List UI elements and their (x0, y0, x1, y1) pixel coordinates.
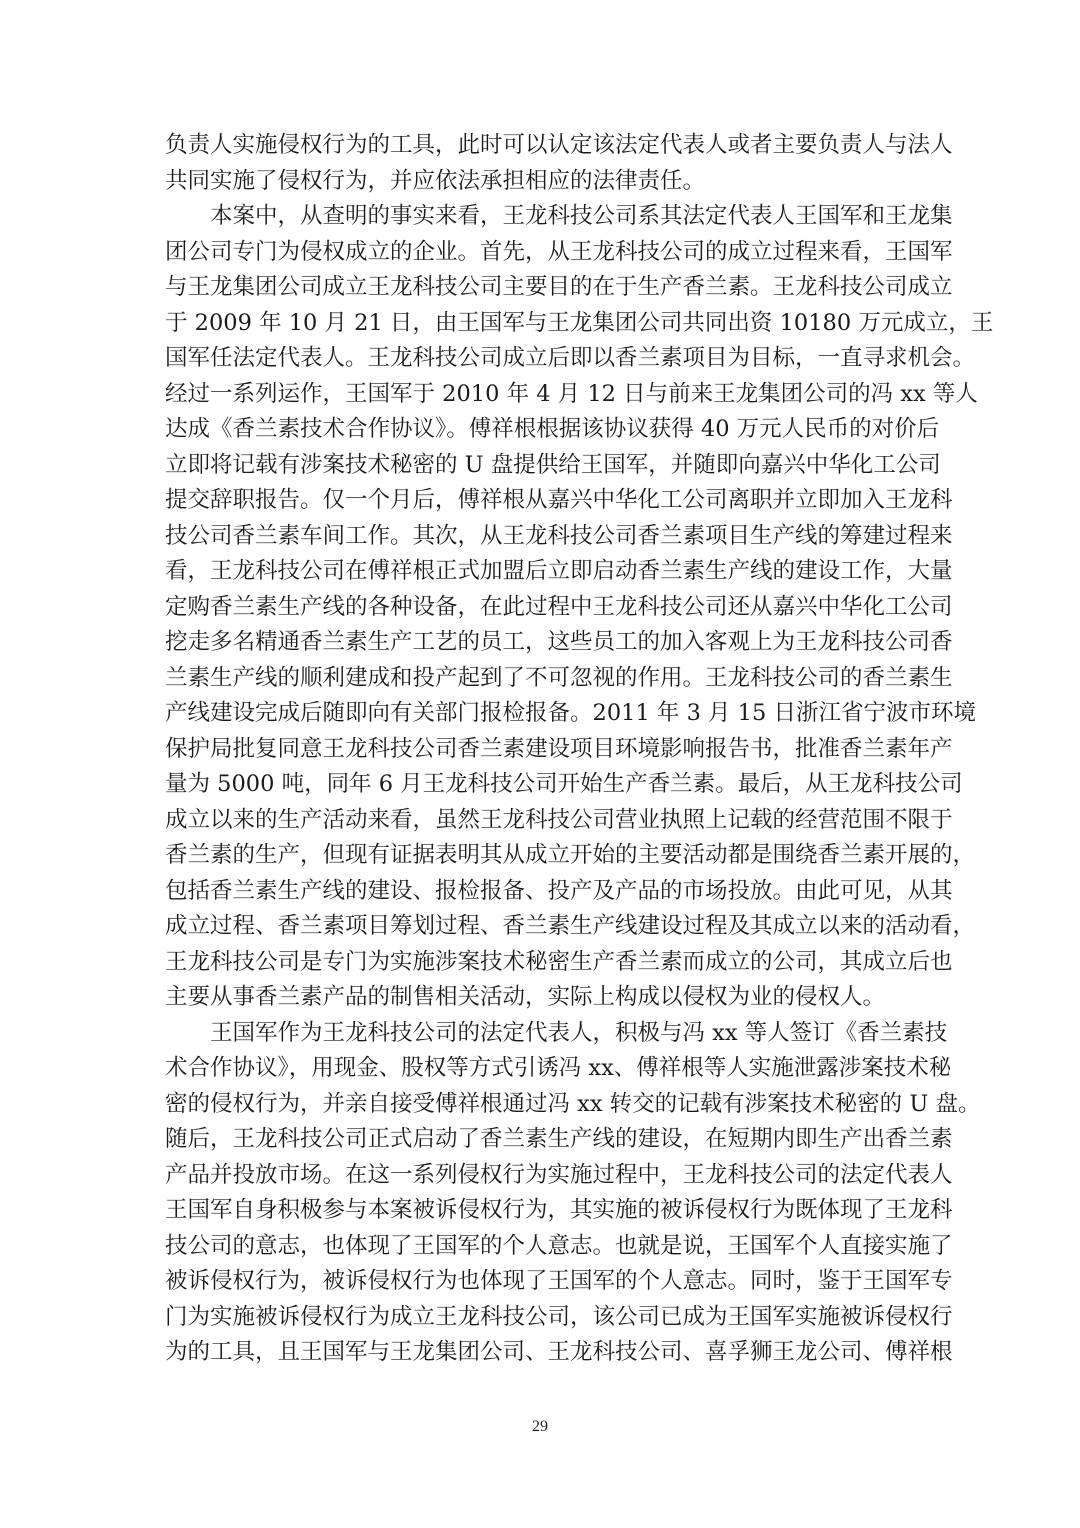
text-line: 王国军作为王龙科技公司的法定代表人，积极与冯 xx 等人签订《香兰素技 (210, 1019, 948, 1046)
text-line: 于 2009 年 10 月 21 日，由王国军与王龙集团公司共同出资 10180 万元成立，王 (165, 309, 994, 336)
text-line: 产线建设完成后随即向有关部门报检报备。2011 年 3 月 15 日浙江省宁波市环境 (165, 700, 976, 726)
text-line: 与王龙集团公司成立王龙科技公司主要目的在于生产香兰素。王龙科技公司成立 (165, 274, 953, 300)
text-line: 本案中，从查明的事实来看，王龙科技公司系其法定代表人王国军和王龙集 (210, 203, 953, 229)
text-line: 密的侵权行为，并亲自接受傅祥根通过冯 xx 转交的记载有涉案技术秘密的 U 盘。 (165, 1090, 981, 1117)
text-line: 保护局批复同意王龙科技公司香兰素建设项目环境影响报告书，批准香兰素年产 (165, 735, 953, 762)
text-line: 量为 5000 吨，同年 6 月王龙科技公司开始生产香兰素。最后，从王龙科技公司 (165, 771, 963, 797)
text-line: 为的工具，且王国军与王龙集团公司、王龙科技公司、喜孚狮王龙公司、傅祥根 (165, 1339, 953, 1365)
text-line: 随后，王龙科技公司正式启动了香兰素生产线的建设，在短期内即生产出香兰素 (165, 1126, 953, 1152)
text-line: 技公司的意志，也体现了王国军的个人意志。也就是说，王国军个人直接实施了 (165, 1232, 953, 1259)
text-line: 被诉侵权行为，被诉侵权行为也体现了王国军的个人意志。同时，鉴于王国军专 (165, 1268, 953, 1294)
text-line: 团公司专门为侵权成立的企业。首先，从王龙科技公司的成立过程来看，王国军 (165, 238, 953, 265)
text-line: 经过一系列运作，王国军于 2010 年 4 月 12 日与前来王龙集团公司的冯 xx 等人 (165, 380, 978, 407)
text-line: 技公司香兰素车间工作。其次，从王龙科技公司香兰素项目生产线的筹建过程来 (165, 522, 953, 549)
text-line: 产品并投放市场。在这一系列侵权行为实施过程中，王龙科技公司的法定代表人 (165, 1161, 953, 1188)
text-line: 成立以来的生产活动来看，虽然王龙科技公司营业执照上记载的经营范围不限于 (165, 806, 953, 833)
text-line: 提交辞职报告。仅一个月后，傅祥根从嘉兴中华化工公司离职并立即加入王龙科 (165, 487, 953, 513)
text-line: 国军任法定代表人。王龙科技公司成立后即以香兰素项目为目标，一直寻求机会。 (165, 345, 976, 371)
text-line: 挖走多名精通香兰素生产工艺的员工，这些员工的加入客观上为王龙科技公司香 (165, 629, 953, 655)
text-line: 看，王龙科技公司在傅祥根正式加盟后立即启动香兰素生产线的建设工作，大量 (165, 558, 953, 584)
text-line: 包括香兰素生产线的建设、报检报备、投产及产品的市场投放。由此可见，从其 (165, 877, 953, 904)
text-line: 达成《香兰素技术合作协议》。傅祥根根据该协议获得 40 万元人民币的对价后 (165, 416, 940, 442)
body-text (165, 128, 994, 1371)
text-line: 共同实施了侵权行为，并应依法承担相应的法律责任。 (165, 167, 706, 194)
text-line: 王国军自身积极参与本案被诉侵权行为，其实施的被诉侵权行为既体现了王龙科 (165, 1197, 953, 1223)
text-line: 立即将记载有涉案技术秘密的 U 盘提供给王国军，并随即向嘉兴中华化工公司 (165, 451, 941, 478)
text-line: 兰素生产线的顺利建成和投产起到了不可忽视的作用。王龙科技公司的香兰素生 (165, 664, 953, 691)
text-line: 成立过程、香兰素项目筹划过程、香兰素生产线建设过程及其成立以来的活动看， (165, 913, 976, 939)
text-line: 主要从事香兰素产品的制售相关活动，实际上构成以侵权为业的侵权人。 (165, 984, 886, 1010)
text-line: 香兰素的生产，但现有证据表明其从成立开始的主要活动都是围绕香兰素开展的， (165, 842, 976, 868)
text-line: 王龙科技公司是专门为实施涉案技术秘密生产香兰素而成立的公司，其成立后也 (165, 948, 953, 975)
text-line: 负责人实施侵权行为的工具，此时可以认定该法定代表人或者主要负责人与法人 (165, 132, 953, 158)
page-number: 29 (532, 1418, 548, 1435)
text-line: 定购香兰素生产线的各种设备，在此过程中王龙科技公司还从嘉兴中华化工公司 (165, 593, 953, 620)
text-line: 术合作协议》，用现金、股权等方式引诱冯 xx、傅祥根等人实施泄露涉案技术秘 (165, 1055, 952, 1081)
text-line: 门为实施被诉侵权行为成立王龙科技公司，该公司已成为王国军实施被诉侵权行 (165, 1303, 953, 1330)
